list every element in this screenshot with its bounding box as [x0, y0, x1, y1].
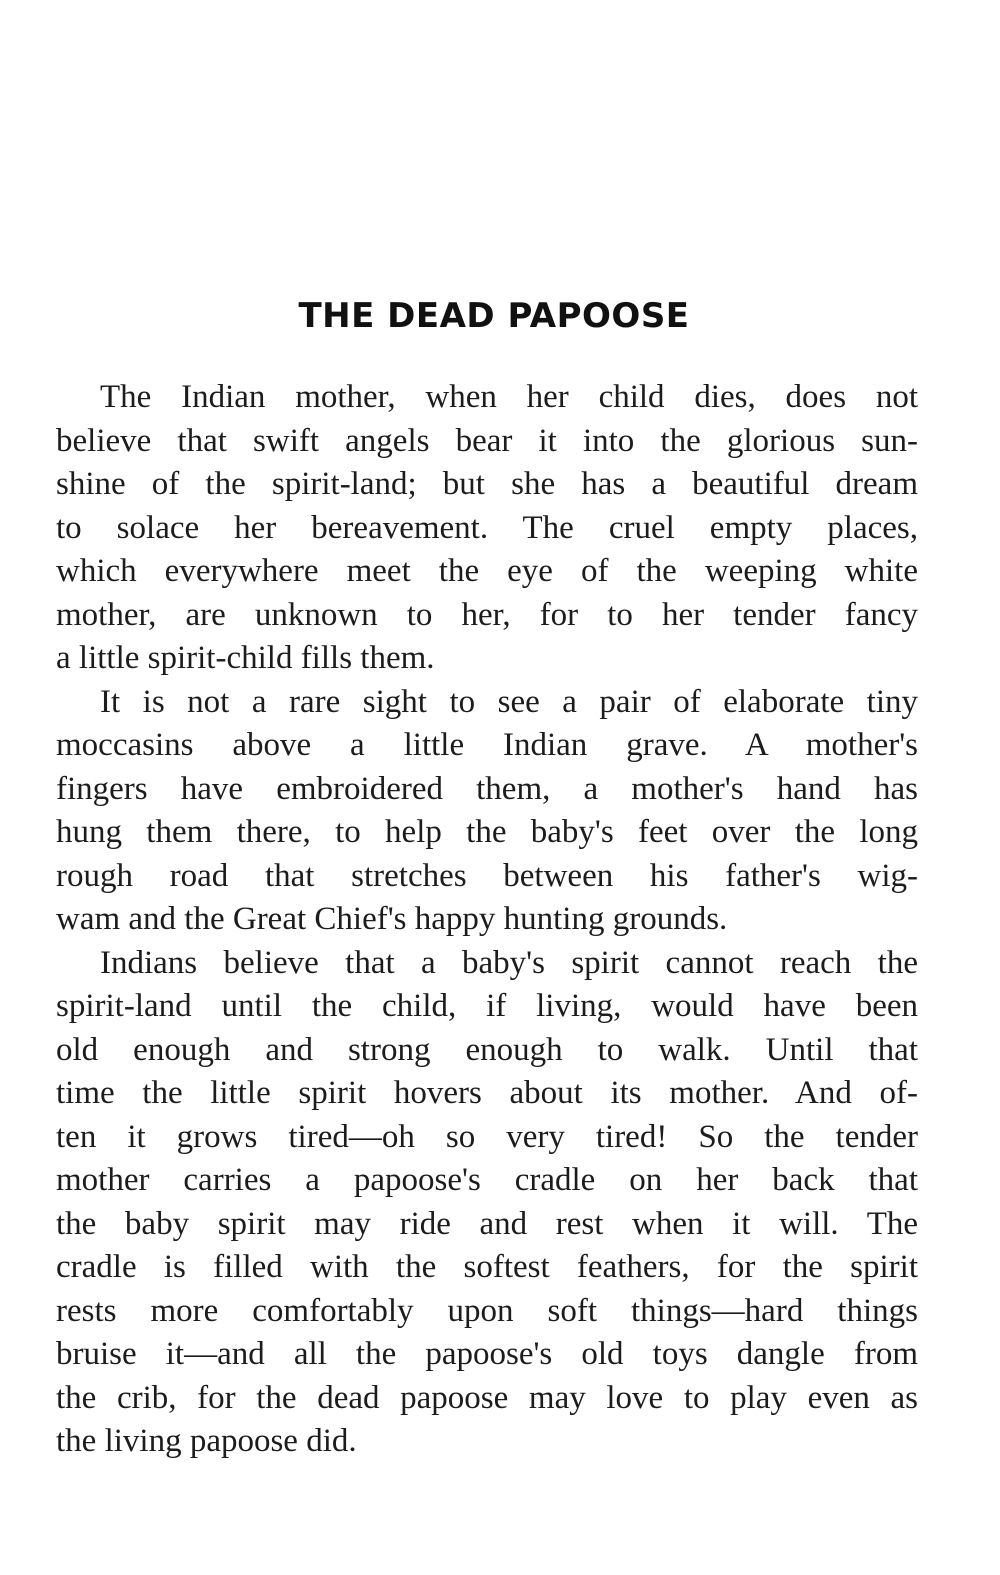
text-line: the baby spirit may ride and rest when it will. The — [56, 1205, 918, 1242]
text-line: hung them there, to help the baby's feet over the long — [56, 814, 918, 850]
text-line: time the little spirit hovers about its mother. And of- — [56, 1075, 918, 1111]
chapter-body — [56, 376, 918, 1464]
text-line: rough road that stretches between his father's wig- — [56, 857, 918, 894]
text-line: Indians believe that a baby's spirit cannot reach the — [100, 944, 918, 981]
text-line: cradle is filled with the softest feathers, for the spirit — [56, 1249, 918, 1285]
paragraph-2 — [56, 681, 918, 942]
text-line: ten it grows tired—oh so very tired! So the tender — [56, 1118, 918, 1155]
text-line: a little spirit-child fills them. — [56, 640, 435, 676]
text-line: mother carries a papoose's cradle on her back that — [56, 1162, 918, 1198]
paragraph-3 — [56, 942, 918, 1464]
text-line: old enough and strong enough to walk. Until that — [56, 1031, 918, 1068]
text-line: fingers have embroidered them, a mother's hand has — [56, 770, 918, 807]
paragraph-1 — [56, 376, 918, 681]
text-line: mother, are unknown to her, for to her tender fancy — [56, 596, 918, 633]
text-line: which everywhere meet the eye of the weeping white — [56, 553, 918, 589]
chapter-title: THE DEAD PAPOOSE — [298, 296, 690, 336]
text-line: shine of the spirit-land; but she has a beautiful dream — [56, 466, 918, 502]
text-line: spirit-land until the child, if living, would have been — [56, 988, 918, 1024]
text-line: the living papoose did. — [56, 1423, 357, 1459]
text-line: the crib, for the dead papoose may love to play even as — [56, 1379, 918, 1416]
text-line: wam and the Great Chief's happy hunting grounds. — [56, 901, 728, 937]
text-line: to solace her bereavement. The cruel empty places, — [56, 509, 918, 546]
text-line: It is not a rare sight to see a pair of elaborate tiny — [100, 683, 918, 720]
text-line: believe that swift angels bear it into the glorious sun- — [56, 422, 918, 459]
text-line: rests more comfortably upon soft things—hard things — [56, 1292, 918, 1329]
text-line: The Indian mother, when her child dies, does not — [100, 379, 918, 415]
text-line: bruise it—and all the papoose's old toys dangle from — [56, 1336, 918, 1372]
text-line: moccasins above a little Indian grave. A mother's — [56, 727, 918, 763]
